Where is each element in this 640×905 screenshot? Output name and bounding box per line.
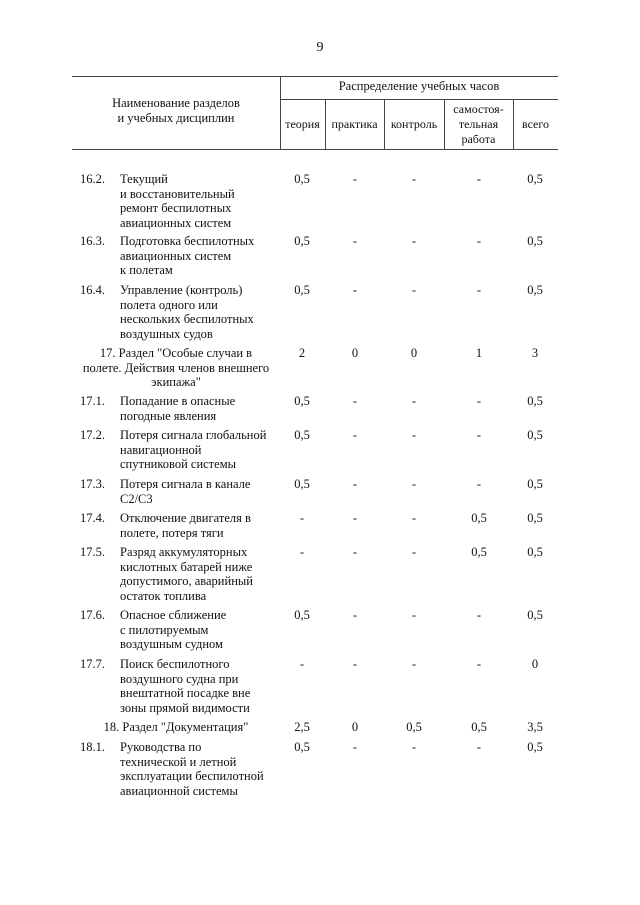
cell-total: 0,5	[527, 477, 543, 491]
cell-total: 3,5	[527, 720, 543, 734]
page-number: 9	[316, 40, 324, 55]
header-col-theory: теория	[285, 116, 320, 131]
row-number: 17.3.	[80, 477, 105, 491]
cell-practice: -	[352, 172, 358, 186]
header-col-self-study: самостоя- тельная работа	[453, 101, 504, 146]
section-title: 17. Раздел "Особые случаи в полете. Действия членов внешнего экипажа"	[82, 346, 270, 389]
cell-theory: 0,5	[294, 172, 310, 186]
cell-theory: 0,5	[294, 394, 310, 408]
cell-self-study: -	[476, 657, 482, 671]
cell-theory: 0,5	[294, 477, 310, 491]
discipline-name: Попадание в опасные погодные явления	[120, 394, 236, 423]
cell-self-study: -	[476, 283, 482, 297]
cell-total: 0,5	[527, 394, 543, 408]
header-col-practice: практика	[331, 116, 378, 131]
discipline-name: Потеря сигнала в канале С2/С3	[120, 477, 251, 506]
discipline-name: Текущий и восстановительный ремонт беспилотных авиационных систем	[120, 172, 235, 230]
discipline-name: Подготовка беспилотных авиационных систем к полетам	[120, 234, 255, 277]
cell-self-study: -	[476, 740, 482, 754]
cell-theory: -	[299, 545, 305, 559]
cell-self-study: 0,5	[471, 720, 487, 734]
discipline-name: Потеря сигнала глобальной навигационной спутниковой системы	[120, 428, 267, 471]
cell-self-study: -	[476, 428, 482, 442]
row-number: 16.4.	[80, 283, 105, 297]
header-distribution-label: Распределение учебных часов	[338, 79, 500, 93]
cell-control: -	[411, 428, 417, 442]
row-number: 17.6.	[80, 608, 105, 622]
cell-control: -	[411, 477, 417, 491]
cell-control: -	[411, 172, 417, 186]
row-number: 17.5.	[80, 545, 105, 559]
cell-practice: 0	[351, 720, 359, 734]
cell-practice: 0	[351, 346, 359, 360]
cell-total: 0,5	[527, 283, 543, 297]
cell-total: 0,5	[527, 740, 543, 754]
cell-self-study: 0,5	[471, 511, 487, 525]
cell-control: 0	[410, 346, 418, 360]
cell-total: 0,5	[527, 428, 543, 442]
header-name-column: Наименование разделов и учебных дисциплин	[112, 96, 240, 125]
cell-control: -	[411, 740, 417, 754]
cell-practice: -	[352, 608, 358, 622]
cell-self-study: -	[476, 477, 482, 491]
cell-control: -	[411, 394, 417, 408]
cell-self-study: 0,5	[471, 545, 487, 559]
cell-practice: -	[352, 283, 358, 297]
cell-control: -	[411, 657, 417, 671]
cell-theory: 2	[298, 346, 306, 360]
cell-self-study: -	[476, 394, 482, 408]
row-number: 17.1.	[80, 394, 105, 408]
cell-total: 0,5	[527, 511, 543, 525]
cell-theory: 0,5	[294, 428, 310, 442]
cell-total: 0,5	[527, 545, 543, 559]
cell-control: 0,5	[406, 720, 422, 734]
discipline-name: Руководства по технической и летной эксплуатации беспилотной авиационной системы	[120, 740, 264, 798]
header-top-rule	[72, 76, 558, 77]
cell-total: 0,5	[527, 234, 543, 248]
row-number: 17.2.	[80, 428, 105, 442]
row-number: 17.7.	[80, 657, 105, 671]
section-title: 18. Раздел "Документация"	[103, 720, 249, 734]
cell-control: -	[411, 283, 417, 297]
cell-practice: -	[352, 428, 358, 442]
cell-theory: 0,5	[294, 608, 310, 622]
cell-practice: -	[352, 477, 358, 491]
header-col-control: контроль	[390, 116, 438, 131]
cell-practice: -	[352, 394, 358, 408]
cell-self-study: -	[476, 608, 482, 622]
cell-practice: -	[352, 740, 358, 754]
cell-total: 3	[531, 346, 539, 360]
row-number: 16.2.	[80, 172, 105, 186]
cell-control: -	[411, 511, 417, 525]
cell-theory: -	[299, 657, 305, 671]
cell-control: -	[411, 608, 417, 622]
discipline-name: Отключение двигателя в полете, потеря тяги	[120, 511, 251, 540]
cell-self-study: -	[476, 234, 482, 248]
cell-theory: 2,5	[294, 720, 310, 734]
cell-self-study: -	[476, 172, 482, 186]
cell-total: 0,5	[527, 608, 543, 622]
row-number: 18.1.	[80, 740, 105, 754]
discipline-name: Поиск беспилотного воздушного судна при внештатной посадке вне зоны прямой видимости	[120, 657, 251, 715]
cell-total: 0,5	[527, 172, 543, 186]
cell-control: -	[411, 545, 417, 559]
cell-practice: -	[352, 234, 358, 248]
cell-theory: 0,5	[294, 234, 310, 248]
cell-practice: -	[352, 511, 358, 525]
cell-theory: 0,5	[294, 283, 310, 297]
cell-theory: 0,5	[294, 740, 310, 754]
cell-practice: -	[352, 545, 358, 559]
cell-self-study: 1	[475, 346, 483, 360]
cell-theory: -	[299, 511, 305, 525]
header-bottom-rule	[72, 149, 558, 150]
row-number: 16.3.	[80, 234, 105, 248]
discipline-name: Управление (контроль) полета одного или нескольких беспилотных воздушных судов	[120, 283, 254, 341]
row-number: 17.4.	[80, 511, 105, 525]
discipline-name: Опасное сближение с пилотируемым воздушным судном	[120, 608, 227, 651]
header-col-total: всего	[521, 116, 550, 131]
cell-total: 0	[531, 657, 539, 671]
cell-control: -	[411, 234, 417, 248]
discipline-name: Разряд аккумуляторных кислотных батарей ниже допустимого, аварийный остаток топлива	[120, 545, 253, 603]
cell-practice: -	[352, 657, 358, 671]
